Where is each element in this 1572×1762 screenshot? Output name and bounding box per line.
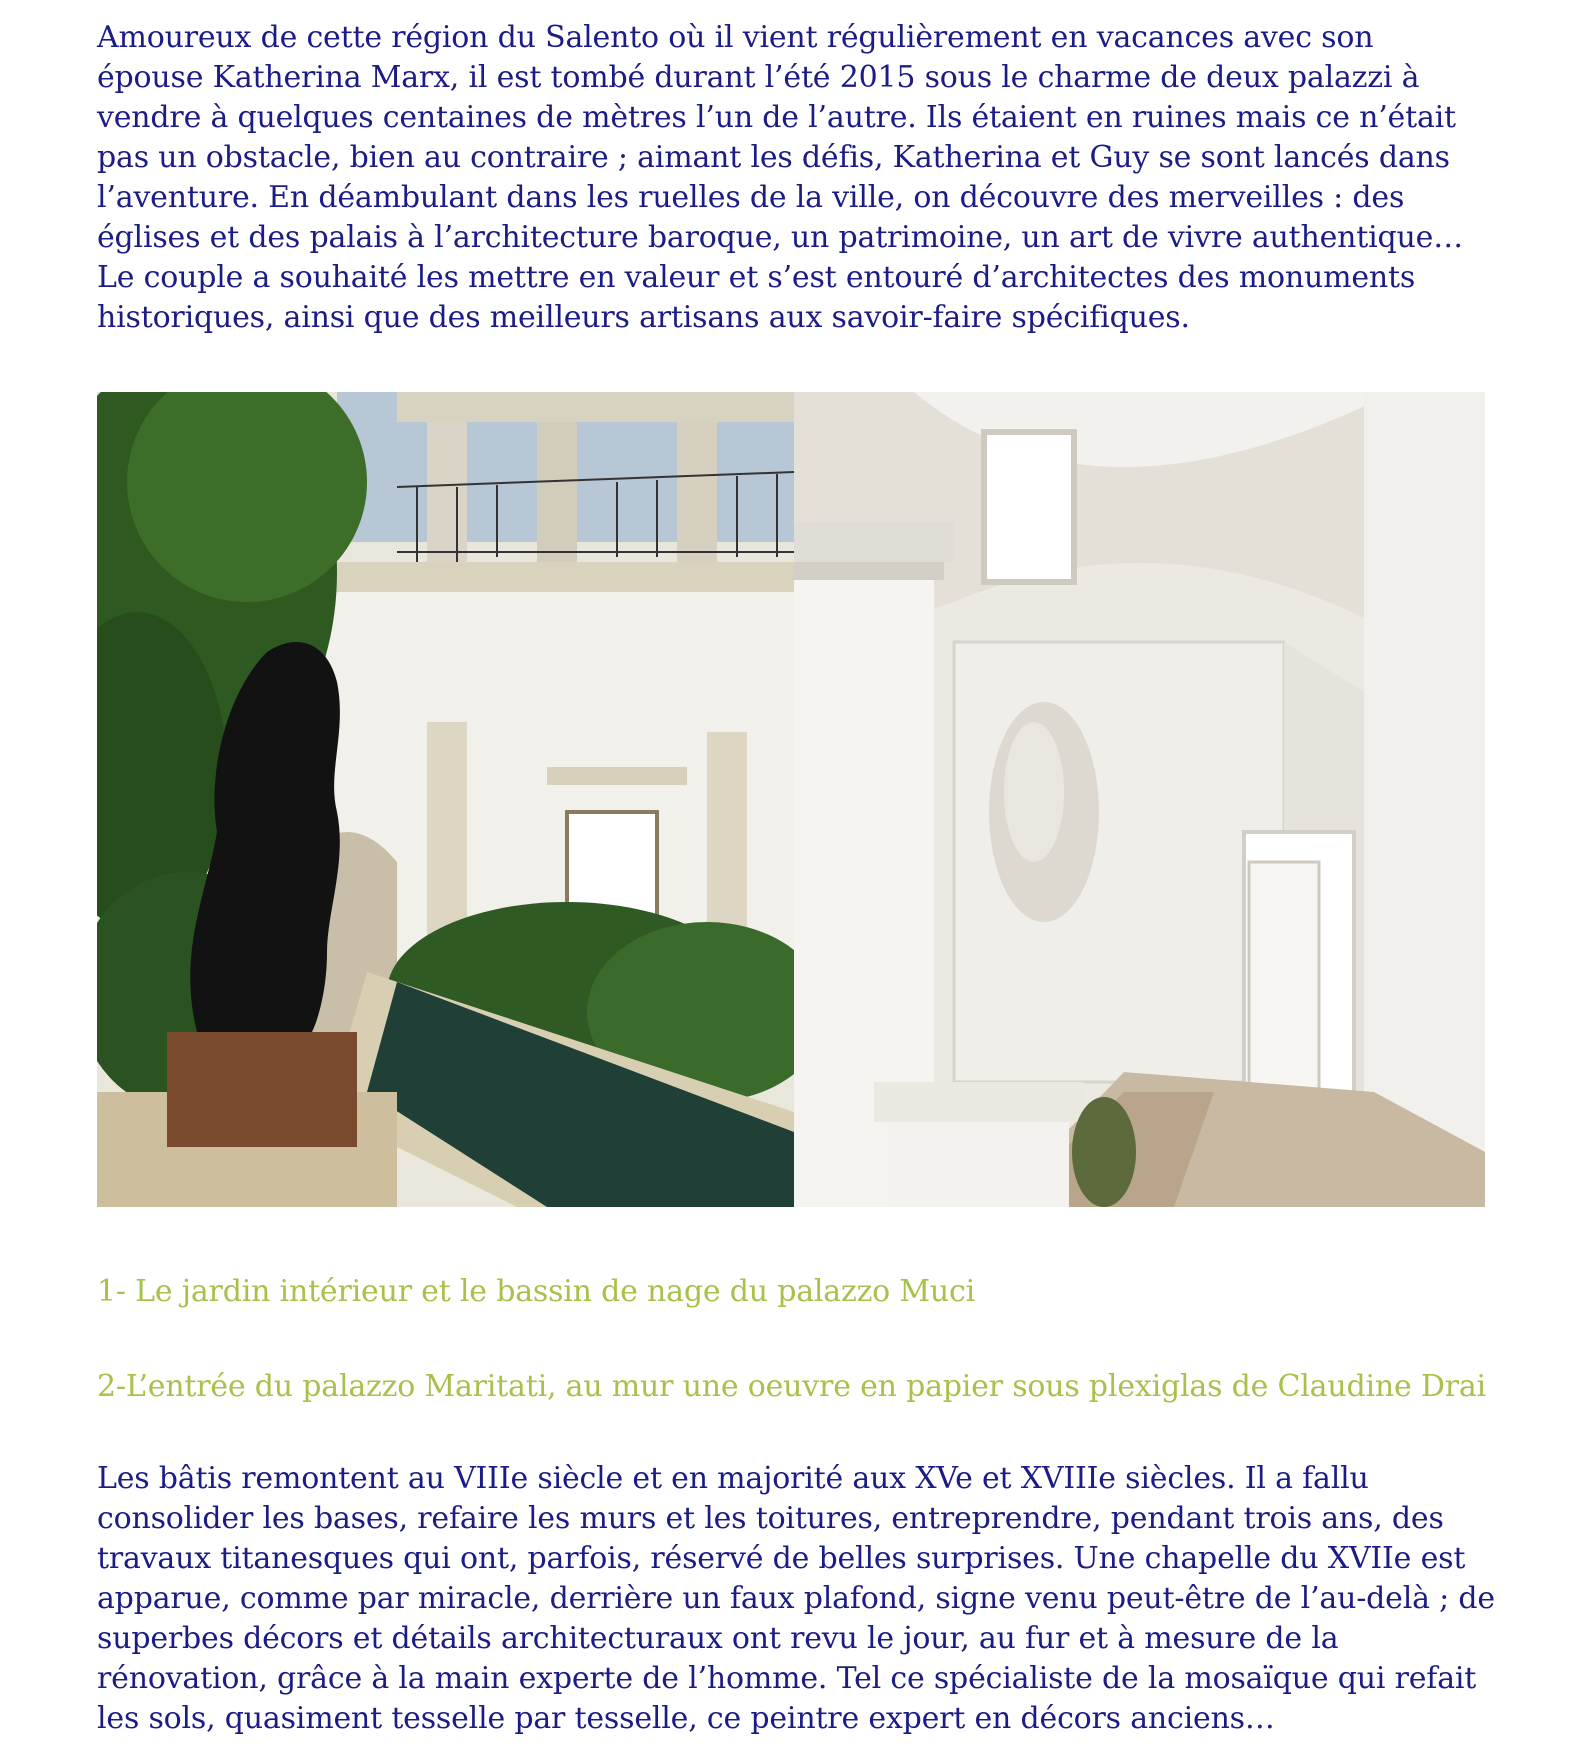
photo-palazzo-maritati-entrance — [794, 392, 1485, 1207]
photo-pair — [97, 392, 1485, 1207]
caption-photo-2: 2-L’entrée du palazzo Maritati, au mur une oeuvre en papier sous plexiglas de Claudine Drai — [97, 1369, 1486, 1404]
intro-paragraph: Amoureux de cette région du Salento où il vient régulièrement en vacances avec son épouse Katherina Marx, il est tombé durant l’été 2015 sous le charme de deux palazzi à vendre à quelques centaines de mètres l’un de l’autre. Ils étaient en ruines mais ce n’était pas un obstacle, bien au contraire ; aimant les défis, Katherina et Guy se sont lancés dans l’aventure. En déambulant dans les ruelles de la ville, on découvre des merveilles : des églises et des palais à l’architecture baroque, un patrimoine, un art de vivre authentique… Le couple a souhaité les mettre en valeur et s’est entouré d’architectes des monuments historiques, ainsi que des meilleurs artisans aux savoir-faire spécifiques. — [97, 20, 1464, 335]
article-body — [97, 18, 1497, 338]
caption-photo-1: 1- Le jardin intérieur et le bassin de nage du palazzo Muci — [97, 1274, 976, 1309]
photo-palazzo-muci-garden — [97, 392, 794, 1207]
entrance-illustration — [794, 392, 1485, 1207]
history-paragraph: Les bâtis remontent au VIIIe siècle et en majorité aux XVe et XVIIIe siècles. Il a fallu consolider les bases, refaire les murs et les toitures, entreprendre, pendant trois ans, des travaux titanesques qui ont, parfois, réservé de belles surprises. Une chapelle du XVIIe est apparue, comme par miracle, derrière un faux plafond, signe venu peut-être de l’au-delà ; de superbes décors et détails architecturaux ont revu le jour, au fur et à mesure de la rénovation, grâce à la main experte de l’homme. Tel ce spécialiste de la mosaïque qui refait les sols, quasiment tesselle par tesselle, ce peintre expert en décors anciens… — [97, 1461, 1495, 1736]
garden-illustration — [97, 392, 794, 1207]
